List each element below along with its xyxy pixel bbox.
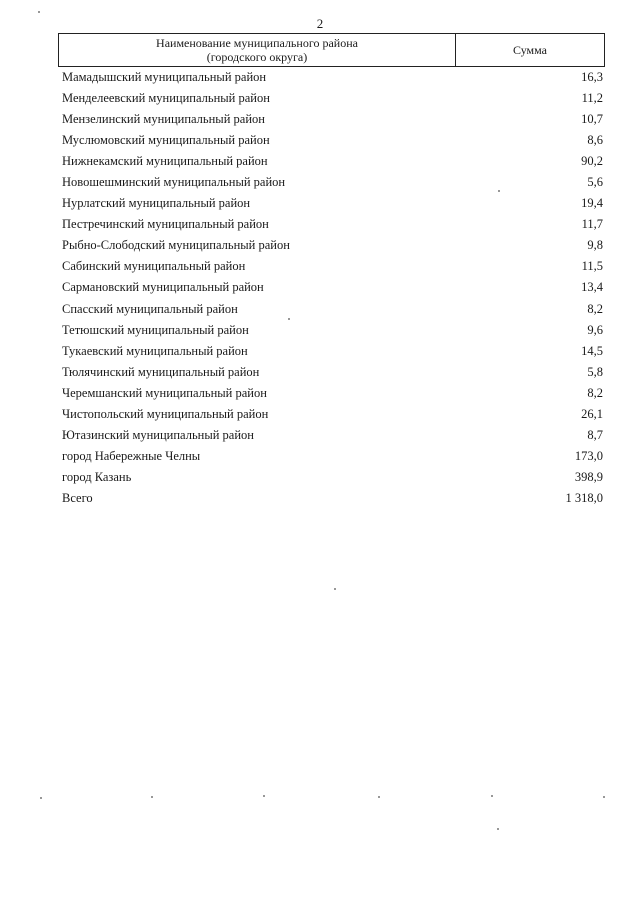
scan-speck xyxy=(603,796,605,798)
row-value: 16,3 xyxy=(581,69,603,84)
row-name: Черемшанский муниципальный район xyxy=(62,385,267,400)
scan-speck xyxy=(497,828,499,830)
table-row xyxy=(62,446,603,467)
row-name: Сармановский муниципальный район xyxy=(62,280,264,295)
row-value: 90,2 xyxy=(581,153,603,168)
scan-speck xyxy=(38,11,40,13)
table-row xyxy=(62,214,603,235)
row-value: 11,5 xyxy=(581,259,603,274)
row-value: 9,6 xyxy=(587,322,603,337)
table-row xyxy=(62,340,603,361)
table-row xyxy=(62,150,603,171)
row-value: 5,8 xyxy=(587,364,603,379)
row-name: Тукаевский муниципальный район xyxy=(62,343,248,358)
row-value: 9,8 xyxy=(587,238,603,253)
scan-speck xyxy=(263,795,265,797)
page-number: 2 xyxy=(316,16,324,31)
scan-speck xyxy=(151,796,153,798)
table-row xyxy=(62,129,603,150)
scan-speck xyxy=(378,796,380,798)
row-value: 8,7 xyxy=(587,428,603,443)
row-name: Рыбно-Слободский муниципальный район xyxy=(62,238,290,253)
table-row xyxy=(62,488,603,509)
table-row xyxy=(62,87,603,108)
row-name: Нурлатский муниципальный район xyxy=(62,196,251,211)
row-value: 173,0 xyxy=(574,449,603,464)
header-name-line2: (городского округа) xyxy=(206,50,308,64)
row-name: Ютазинский муниципальный район xyxy=(62,428,254,443)
row-value: 398,9 xyxy=(574,470,603,485)
row-name: Новошешминский муниципальный район xyxy=(62,175,286,190)
table-row xyxy=(62,66,603,87)
row-name: Тюлячинский муниципальный район xyxy=(62,364,260,379)
row-name: Тетюшский муниципальный район xyxy=(62,322,249,337)
row-name: Чистопольский муниципальный район xyxy=(62,407,269,422)
row-value: 26,1 xyxy=(581,407,603,422)
scan-speck xyxy=(40,797,42,799)
table-body xyxy=(62,66,603,509)
scan-speck xyxy=(288,318,290,320)
row-name: Сабинский муниципальный район xyxy=(62,259,246,274)
row-name: Мамадышский муниципальный район xyxy=(62,69,267,84)
table-row xyxy=(62,235,603,256)
row-name: Нижнекамский муниципальный район xyxy=(62,153,268,168)
table-row xyxy=(62,171,603,192)
table-row xyxy=(62,382,603,403)
row-name: Менделеевский муниципальный район xyxy=(62,90,270,105)
row-value: 19,4 xyxy=(581,196,603,211)
row-value: 8,6 xyxy=(587,132,603,147)
row-name: город Казань xyxy=(62,470,132,485)
table-row xyxy=(62,256,603,277)
row-value: 10,7 xyxy=(581,111,603,126)
row-value: 1 318,0 xyxy=(565,491,603,506)
row-name: город Набережные Челны xyxy=(62,449,201,464)
header-name-line1: Наименование муниципального района xyxy=(156,36,358,50)
row-value: 8,2 xyxy=(587,385,603,400)
row-name: Пестречинский муниципальный район xyxy=(62,217,269,232)
table-row xyxy=(62,277,603,298)
table-row xyxy=(62,298,603,319)
table-row xyxy=(62,404,603,425)
row-value: 5,6 xyxy=(587,175,603,190)
table-header xyxy=(58,33,605,67)
row-name: Муслюмовский муниципальный район xyxy=(62,132,270,147)
row-value: 13,4 xyxy=(581,280,603,295)
table-row xyxy=(62,193,603,214)
scan-speck xyxy=(491,795,493,797)
row-name: Всего xyxy=(62,491,93,506)
table-row xyxy=(62,467,603,488)
row-name: Мензелинский муниципальный район xyxy=(62,111,265,126)
table-row xyxy=(62,361,603,382)
header-sum-cell: Сумма xyxy=(513,42,547,57)
row-name: Спасский муниципальный район xyxy=(62,301,238,316)
scan-speck xyxy=(498,190,500,192)
table-row xyxy=(62,425,603,446)
row-value: 14,5 xyxy=(581,343,603,358)
table-row xyxy=(62,108,603,129)
table-row xyxy=(62,319,603,340)
row-value: 8,2 xyxy=(587,301,603,316)
header-name-cell xyxy=(59,34,456,66)
row-value: 11,2 xyxy=(581,90,603,105)
scan-speck xyxy=(334,588,336,590)
row-value: 11,7 xyxy=(581,217,603,232)
